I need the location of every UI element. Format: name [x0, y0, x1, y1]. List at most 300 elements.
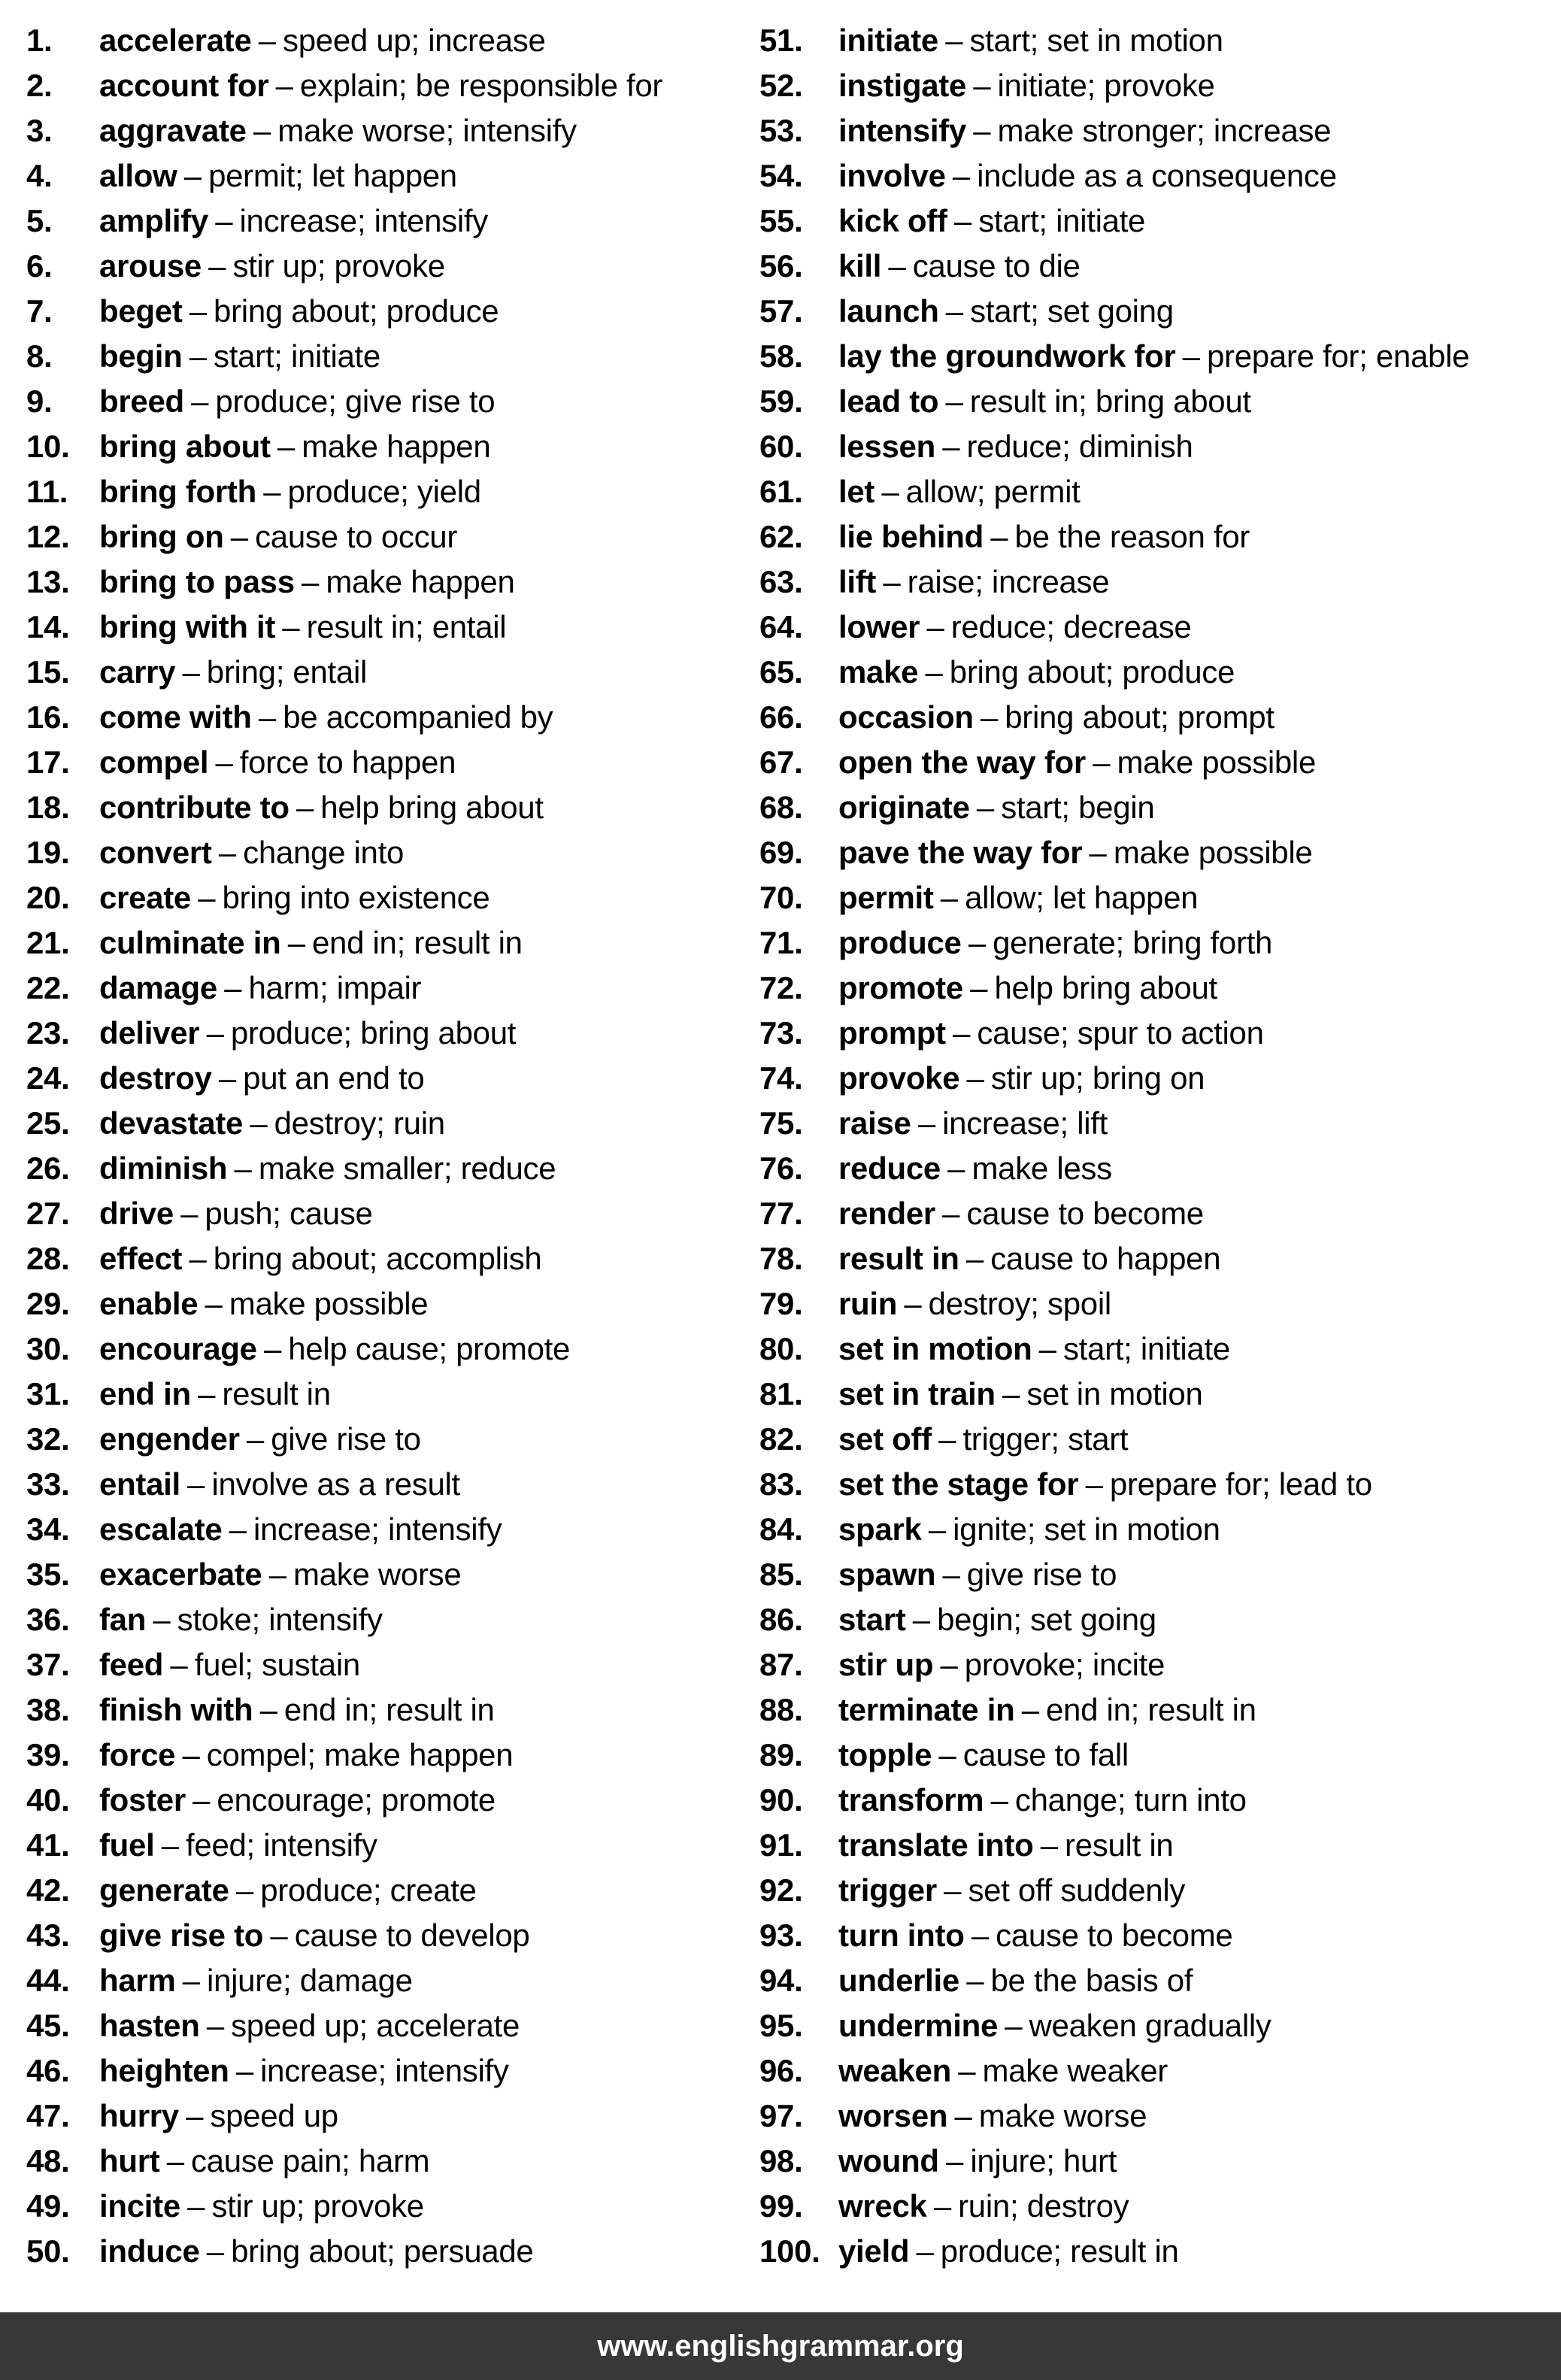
item-term: diminish	[99, 1151, 228, 1186]
item-term: terminate in	[838, 1692, 1015, 1727]
list-item	[26, 740, 748, 785]
item-term: pave the way for	[838, 835, 1083, 870]
item-number: 65.	[759, 654, 803, 690]
item-separator: –	[945, 23, 963, 58]
list-item	[26, 1011, 748, 1056]
item-number: 12.	[26, 519, 70, 554]
list-item	[759, 1868, 1561, 1913]
item-term: kill	[838, 248, 882, 283]
item-term: bring with it	[99, 609, 276, 644]
item-number: 3.	[26, 113, 53, 148]
footer-url-link[interactable]: www.englishgrammar.org	[597, 2330, 964, 2363]
item-term: make	[838, 654, 919, 690]
item-definition: stir up; provoke	[232, 248, 445, 283]
list-item	[26, 1507, 748, 1552]
item-separator: –	[1005, 2008, 1023, 2043]
item-term: fan	[99, 1602, 147, 1637]
item-term: exacerbate	[99, 1557, 262, 1592]
item-number: 76.	[759, 1151, 803, 1186]
item-term: begin	[99, 338, 183, 374]
list-item	[26, 1236, 748, 1281]
item-separator: –	[973, 68, 991, 103]
item-number: 57.	[759, 293, 803, 329]
item-separator: –	[296, 790, 314, 825]
item-number: 10.	[26, 429, 70, 464]
item-definition: put an end to	[243, 1060, 425, 1096]
item-number: 71.	[759, 925, 803, 960]
item-term: open the way for	[838, 744, 1086, 780]
item-separator: –	[945, 293, 963, 329]
item-definition: result in	[1065, 1827, 1174, 1863]
item-definition: start; set in motion	[969, 23, 1223, 58]
item-term: spawn	[838, 1557, 936, 1592]
item-term: incite	[99, 2188, 180, 2224]
list-item	[759, 1733, 1561, 1778]
item-definition: compel; make happen	[206, 1737, 514, 1772]
item-separator: –	[206, 1015, 224, 1051]
item-term: involve	[838, 158, 946, 193]
list-item	[759, 2048, 1561, 2093]
list-item	[759, 605, 1561, 650]
item-definition: help bring about	[320, 790, 544, 825]
item-separator: –	[965, 1241, 984, 1276]
item-separator: –	[1002, 1376, 1020, 1411]
item-separator: –	[942, 1557, 960, 1592]
item-number: 62.	[759, 519, 803, 554]
item-definition: involve as a result	[211, 1466, 460, 1502]
item-separator: –	[942, 1196, 960, 1231]
item-term: hurt	[99, 2143, 160, 2178]
item-term: arouse	[99, 248, 202, 283]
item-number: 43.	[26, 1918, 70, 1953]
item-separator: –	[958, 2053, 976, 2088]
item-definition: make smaller; reduce	[258, 1151, 556, 1186]
item-term: compel	[99, 744, 209, 780]
item-number: 55.	[759, 203, 803, 238]
item-separator: –	[970, 970, 988, 1005]
item-term: ruin	[838, 1286, 898, 1321]
item-definition: increase; lift	[942, 1105, 1108, 1141]
item-separator: –	[953, 1015, 971, 1051]
item-number: 27.	[26, 1196, 70, 1231]
item-separator: –	[250, 1105, 268, 1141]
item-term: instigate	[838, 68, 966, 103]
item-separator: –	[968, 925, 986, 960]
item-number: 8.	[26, 338, 53, 374]
item-term: account for	[99, 68, 269, 103]
item-term: undermine	[838, 2008, 998, 2043]
item-separator: –	[954, 2098, 972, 2133]
item-definition: end in; result in	[311, 925, 523, 960]
item-term: engender	[99, 1421, 240, 1457]
item-term: set in train	[838, 1376, 996, 1411]
item-number: 11.	[26, 474, 68, 509]
item-separator: –	[1040, 1827, 1058, 1863]
item-separator: –	[888, 248, 906, 283]
item-number: 24.	[26, 1060, 70, 1096]
item-term: end in	[99, 1376, 191, 1411]
item-term: bring on	[99, 519, 224, 554]
item-definition: bring about; accomplish	[213, 1241, 542, 1276]
item-definition: cause; spur to action	[977, 1015, 1264, 1051]
item-definition: bring into existence	[222, 880, 490, 915]
item-separator: –	[938, 1421, 956, 1457]
item-term: generate	[99, 1872, 229, 1908]
item-number: 25.	[26, 1105, 70, 1141]
item-definition: cause to happen	[990, 1241, 1221, 1276]
item-separator: –	[182, 1737, 200, 1772]
item-term: bring to pass	[99, 564, 295, 599]
item-separator: –	[189, 293, 207, 329]
item-definition: fuel; sustain	[194, 1647, 360, 1682]
item-term: lessen	[838, 429, 935, 464]
item-separator: –	[925, 654, 943, 690]
list-item	[26, 2048, 748, 2093]
item-definition: result in; entail	[306, 609, 507, 644]
item-separator: –	[953, 203, 971, 238]
list-item	[759, 1011, 1561, 1056]
list-item	[26, 2093, 748, 2139]
item-number: 88.	[759, 1692, 803, 1727]
list-item	[759, 830, 1561, 875]
item-definition: make less	[971, 1151, 1112, 1186]
item-term: originate	[838, 790, 970, 825]
item-term: create	[99, 880, 191, 915]
list-item	[759, 1642, 1561, 1687]
item-separator: –	[940, 1647, 958, 1682]
item-number: 82.	[759, 1421, 803, 1457]
list-item	[759, 1958, 1561, 2003]
item-definition: speed up	[210, 2098, 338, 2133]
item-definition: reduce; diminish	[966, 429, 1193, 464]
item-definition: make weaker	[982, 2053, 1168, 2088]
list-item	[26, 108, 748, 153]
item-separator: –	[192, 1782, 211, 1818]
item-definition: make happen	[302, 429, 491, 464]
item-separator: –	[966, 1060, 984, 1096]
list-item	[26, 875, 748, 920]
item-separator: –	[235, 1872, 253, 1908]
list-item	[759, 334, 1561, 379]
item-separator: –	[186, 2098, 204, 2133]
item-definition: prepare for; enable	[1206, 338, 1470, 374]
item-definition: bring about; prompt	[1005, 699, 1275, 735]
item-separator: –	[235, 2053, 253, 2088]
list-item	[26, 1417, 748, 1462]
item-number: 80.	[759, 1331, 803, 1366]
item-separator: –	[208, 248, 226, 283]
item-term: result in	[838, 1241, 959, 1276]
item-term: provoke	[838, 1060, 960, 1096]
item-term: render	[838, 1196, 935, 1231]
item-separator: –	[198, 880, 216, 915]
list-item	[759, 920, 1561, 966]
list-item	[759, 514, 1561, 559]
item-definition: make happen	[326, 564, 515, 599]
word-list-right-column	[759, 18, 1561, 2274]
item-definition: increase; intensify	[260, 2053, 509, 2088]
list-item	[759, 1597, 1561, 1642]
item-number: 68.	[759, 790, 803, 825]
item-definition: make worse	[293, 1557, 462, 1592]
item-separator: –	[282, 609, 300, 644]
list-item	[759, 1417, 1561, 1462]
item-definition: ruin; destroy	[958, 2188, 1129, 2224]
item-number: 81.	[759, 1376, 803, 1411]
item-term: launch	[838, 293, 939, 329]
list-item	[759, 1462, 1561, 1507]
item-term: come with	[99, 699, 252, 735]
item-definition: result in; bring about	[969, 384, 1251, 419]
item-definition: cause to fall	[962, 1737, 1129, 1772]
item-separator: –	[1182, 338, 1200, 374]
list-item	[759, 2184, 1561, 2229]
item-number: 28.	[26, 1241, 70, 1276]
item-number: 67.	[759, 744, 803, 780]
item-separator: –	[246, 1421, 264, 1457]
item-separator: –	[945, 384, 963, 419]
list-item	[759, 379, 1561, 424]
item-separator: –	[218, 835, 236, 870]
list-item	[759, 244, 1561, 289]
item-term: damage	[99, 970, 217, 1005]
item-term: wound	[838, 2143, 939, 2178]
list-item	[26, 1778, 748, 1823]
item-term: translate into	[838, 1827, 1034, 1863]
item-term: turn into	[838, 1918, 965, 1953]
item-separator: –	[1089, 835, 1107, 870]
item-term: lay the groundwork for	[838, 338, 1176, 374]
list-item	[26, 650, 748, 695]
item-separator: –	[180, 1196, 199, 1231]
item-number: 34.	[26, 1511, 70, 1547]
list-item	[26, 1733, 748, 1778]
item-number: 89.	[759, 1737, 803, 1772]
item-number: 73.	[759, 1015, 803, 1051]
item-number: 4.	[26, 158, 53, 193]
list-item	[26, 1372, 748, 1417]
item-term: beget	[99, 293, 183, 329]
list-item	[26, 1191, 748, 1236]
item-term: aggravate	[99, 113, 247, 148]
item-separator: –	[187, 2188, 205, 2224]
list-item	[759, 108, 1561, 153]
item-term: lie behind	[838, 519, 984, 554]
item-definition: start; initiate	[214, 338, 380, 374]
list-item	[26, 605, 748, 650]
item-number: 78.	[759, 1241, 803, 1276]
item-separator: –	[275, 68, 293, 103]
item-definition: stir up; bring on	[990, 1060, 1205, 1096]
list-item	[759, 740, 1561, 785]
item-definition: result in	[222, 1376, 331, 1411]
item-separator: –	[952, 158, 970, 193]
item-number: 61.	[759, 474, 803, 509]
item-separator: –	[170, 1647, 188, 1682]
item-separator: –	[191, 384, 209, 419]
item-definition: bring about; produce	[949, 654, 1235, 690]
item-separator: –	[161, 1827, 179, 1863]
item-separator: –	[183, 158, 202, 193]
item-separator: –	[153, 1602, 171, 1637]
item-term: let	[838, 474, 875, 509]
list-item	[26, 2184, 748, 2229]
list-item	[26, 1281, 748, 1326]
item-number: 85.	[759, 1557, 803, 1592]
item-number: 90.	[759, 1782, 803, 1818]
item-definition: reduce; decrease	[950, 609, 1192, 644]
item-number: 60.	[759, 429, 803, 464]
item-number: 38.	[26, 1692, 70, 1727]
item-number: 87.	[759, 1647, 803, 1682]
item-definition: make possible	[1117, 744, 1317, 780]
item-number: 9.	[26, 384, 53, 419]
item-definition: cause pain; harm	[190, 2143, 430, 2178]
item-number: 13.	[26, 564, 70, 599]
item-number: 14.	[26, 609, 70, 644]
item-separator: –	[1085, 1466, 1103, 1502]
item-term: contribute to	[99, 790, 289, 825]
item-definition: make stronger; increase	[997, 113, 1332, 148]
item-definition: cause to become	[996, 1918, 1233, 1953]
item-separator: –	[966, 1963, 984, 1998]
item-term: feed	[99, 1647, 164, 1682]
item-definition: allow; permit	[905, 474, 1081, 509]
item-definition: raise; increase	[907, 564, 1110, 599]
item-separator: –	[938, 1737, 956, 1772]
item-definition: cause to become	[966, 1196, 1204, 1231]
item-separator: –	[916, 2233, 934, 2269]
item-number: 100.	[759, 2233, 820, 2269]
item-number: 48.	[26, 2143, 70, 2178]
item-number: 86.	[759, 1602, 803, 1637]
list-item	[26, 289, 748, 334]
list-item	[759, 1326, 1561, 1372]
item-term: devastate	[99, 1105, 244, 1141]
item-definition: weaken gradually	[1029, 2008, 1272, 2043]
item-term: fuel	[99, 1827, 155, 1863]
item-separator: –	[206, 2008, 224, 2043]
item-definition: change; turn into	[1014, 1782, 1247, 1818]
item-separator: –	[258, 699, 276, 735]
item-definition: be the basis of	[990, 1963, 1193, 1998]
item-definition: cause to die	[912, 248, 1081, 283]
item-definition: give rise to	[271, 1421, 421, 1457]
item-number: 1.	[26, 23, 53, 58]
list-item	[26, 153, 748, 199]
list-item	[759, 289, 1561, 334]
item-term: promote	[838, 970, 963, 1005]
list-item	[759, 695, 1561, 740]
list-item	[759, 1778, 1561, 1823]
list-item	[26, 244, 748, 289]
item-number: 77.	[759, 1196, 803, 1231]
item-term: lower	[838, 609, 920, 644]
list-item	[26, 1326, 748, 1372]
item-definition: be the reason for	[1014, 519, 1250, 554]
item-term: underlie	[838, 1963, 959, 1998]
list-item	[759, 2139, 1561, 2184]
item-number: 36.	[26, 1602, 70, 1637]
item-separator: –	[187, 1466, 205, 1502]
item-term: allow	[99, 158, 177, 193]
item-separator: –	[928, 1511, 946, 1547]
item-term: kick off	[838, 203, 947, 238]
list-item	[759, 966, 1561, 1011]
item-definition: destroy; ruin	[274, 1105, 445, 1141]
item-term: bring forth	[99, 474, 256, 509]
list-item	[26, 1462, 748, 1507]
list-item	[26, 785, 748, 830]
list-item	[26, 1958, 748, 2003]
list-item	[26, 920, 748, 966]
item-definition: start; initiate	[978, 203, 1146, 238]
list-item	[26, 1597, 748, 1642]
item-number: 63.	[759, 564, 803, 599]
list-item	[759, 1507, 1561, 1552]
item-definition: start; initiate	[1062, 1331, 1230, 1366]
item-term: intensify	[838, 113, 966, 148]
item-definition: provoke; incite	[964, 1647, 1165, 1682]
item-definition: cause to develop	[294, 1918, 530, 1953]
item-term: prompt	[838, 1015, 946, 1051]
item-separator: –	[881, 474, 899, 509]
item-definition: allow; let happen	[965, 880, 1199, 915]
item-number: 45.	[26, 2008, 70, 2043]
item-number: 95.	[759, 2008, 803, 2043]
item-term: raise	[838, 1105, 911, 1141]
item-separator: –	[942, 429, 960, 464]
item-number: 6.	[26, 248, 53, 283]
item-term: initiate	[838, 23, 938, 58]
item-term: encourage	[99, 1331, 257, 1366]
item-number: 16.	[26, 699, 70, 735]
item-definition: speed up; increase	[283, 23, 546, 58]
item-definition: include as a consequence	[977, 158, 1337, 193]
item-number: 18.	[26, 790, 70, 825]
item-number: 15.	[26, 654, 70, 690]
item-number: 17.	[26, 744, 70, 780]
list-item	[759, 199, 1561, 244]
item-definition: end in; result in	[283, 1692, 495, 1727]
item-term: bring about	[99, 429, 271, 464]
item-number: 22.	[26, 970, 70, 1005]
item-separator: –	[917, 1105, 935, 1141]
item-separator: –	[287, 925, 305, 960]
item-number: 70.	[759, 880, 803, 915]
list-item	[26, 966, 748, 1011]
item-term: stir up	[838, 1647, 934, 1682]
item-definition: increase; intensify	[239, 203, 488, 238]
item-term: heighten	[99, 2053, 229, 2088]
item-term: escalate	[99, 1511, 223, 1547]
item-separator: –	[182, 654, 200, 690]
item-separator: –	[215, 744, 233, 780]
item-definition: initiate; provoke	[997, 68, 1215, 103]
item-term: induce	[99, 2233, 200, 2269]
item-number: 31.	[26, 1376, 70, 1411]
item-term: spark	[838, 1511, 922, 1547]
item-number: 46.	[26, 2053, 70, 2088]
item-number: 39.	[26, 1737, 70, 1772]
item-number: 92.	[759, 1872, 803, 1908]
list-item	[759, 650, 1561, 695]
item-definition: start; set going	[970, 293, 1174, 329]
item-term: culminate in	[99, 925, 281, 960]
list-item	[26, 1687, 748, 1733]
list-item	[26, 1552, 748, 1597]
item-separator: –	[947, 1151, 965, 1186]
